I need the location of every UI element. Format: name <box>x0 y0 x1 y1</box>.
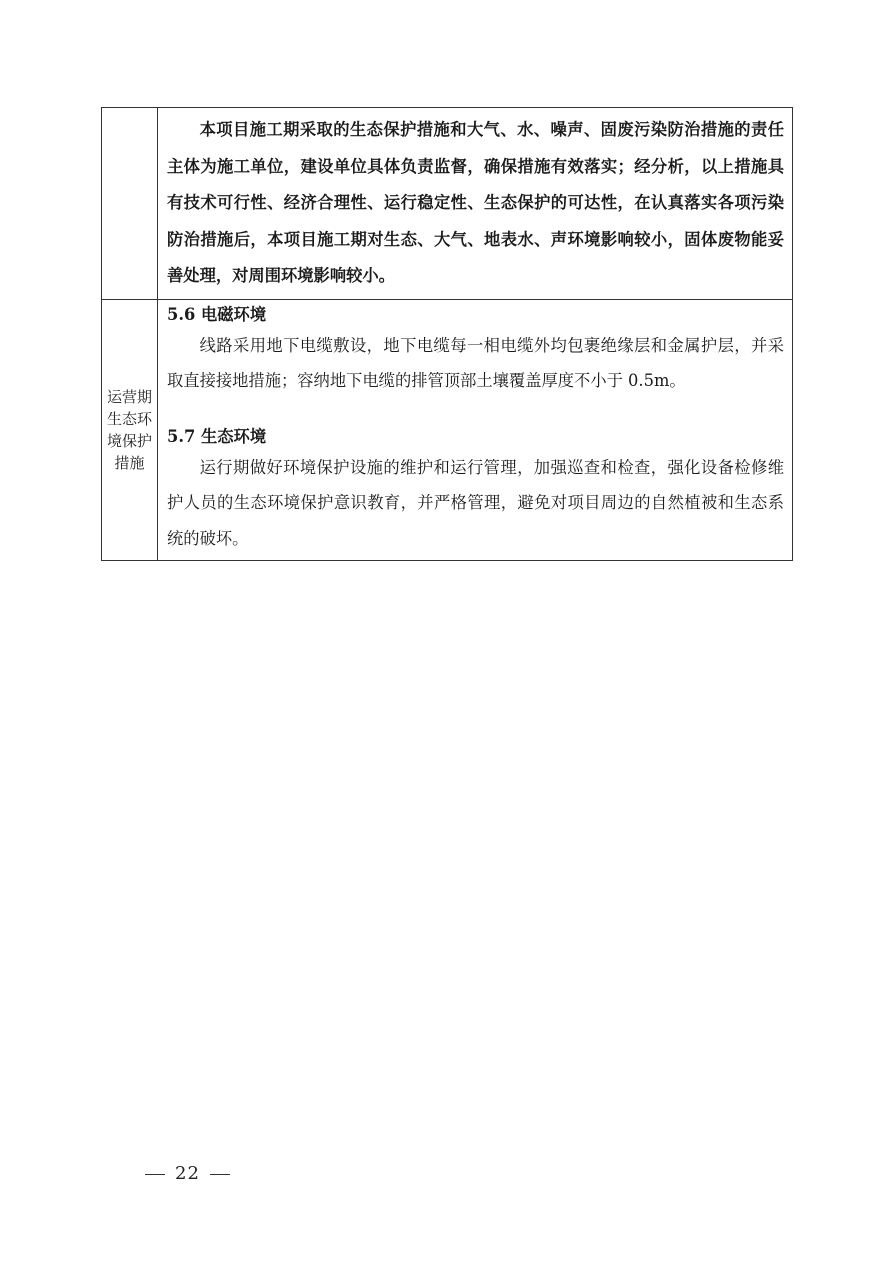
row-content-construction <box>158 108 793 300</box>
table-row-construction <box>102 108 793 300</box>
section-heading-ecological: 5.7 生态环境 <box>167 426 267 446</box>
measures-table <box>101 107 793 561</box>
footer-dash-right <box>210 1174 230 1175</box>
footer-dash-left <box>145 1174 165 1175</box>
row-label-operation: 运营期生态环境保护措施 <box>102 299 158 561</box>
page-footer <box>135 1163 240 1184</box>
section-paragraph-electromagnetic: 线路采用地下电缆敷设，地下电缆每一相电缆外均包裹绝缘层和金属护层，并采取直接接地措施；容纳地下电缆的排管顶部土壤覆盖厚度不小于 0.5m。 <box>167 335 784 390</box>
section-paragraph-ecological: 运行期做好环境保护设施的维护和运行管理，加强巡查和检查，强化设备检修维护人员的生态环境保护意识教育，并严格管理，避免对项目周边的自然植被和生态系统的破坏。 <box>167 457 784 548</box>
construction-summary-paragraph: 本项目施工期采取的生态保护措施和大气、水、噪声、固废污染防治措施的责任主体为施工单位，建设单位具体负责监督，确保措施有效落实；经分析，以上措施具有技术可行性、经济合理性、运行稳定性、生态保护的可达性，在认真落实各项污染防治措施后，本项目施工期对生态、大气、地表水、声环境影响较小，固体废物能妥善处理，对周围环境影响较小。 <box>167 120 784 285</box>
table-row-operation <box>102 299 793 561</box>
row-label-construction <box>102 108 158 300</box>
page-number: 22 <box>175 1163 200 1184</box>
row-content-operation <box>158 299 793 561</box>
section-heading-electromagnetic: 5.6 电磁环境 <box>167 304 267 324</box>
